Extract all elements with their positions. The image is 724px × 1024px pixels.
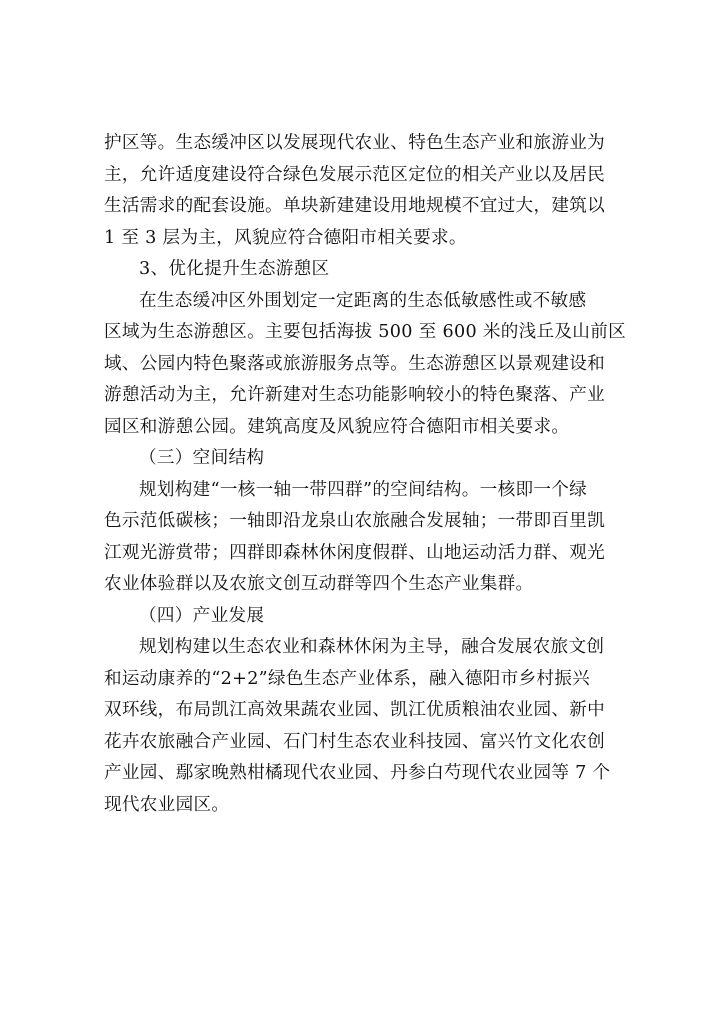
text-line: 规划构建以生态农业和森林休闲为主导，融合发展农旅文创 — [139, 637, 605, 657]
text-line: 规划构建“一核一轴一带四群”的空间结构。一核即一个绿 — [139, 479, 588, 500]
text-line: 域、公园内特色聚落或旅游服务点等。生态游憩区以景观建设和 — [104, 353, 606, 374]
text-line: （三）空间结构 — [139, 448, 265, 468]
text-line: 在生态缓冲区外围划定一定距离的生态低敏感性或不敏感 — [139, 290, 587, 311]
text-line: 花卉农旅融合产业园、石门村生态农业科技园、富兴竹文化农创 — [104, 731, 606, 752]
text-line: 江观光游赏带；四群即森林休闲度假群、山地运动活力群、观光 — [104, 542, 606, 563]
text-line: 护区等。生态缓冲区以发展现代农业、特色生态产业和旅游业为 — [104, 133, 606, 153]
text-line: 色示范低碳核；一轴即沿龙泉山农旅融合发展轴；一带即百里凯 — [104, 511, 606, 531]
text-line: 区域为生态游憩区。主要包括海拔 500 至 600 米的浅丘及山前区 — [104, 322, 626, 342]
text-line: 产业园、鄢家晚熟柑橘现代农业园、丹参白芍现代农业园等 7 个 — [104, 763, 611, 783]
text-line: 现代农业园区。 — [104, 794, 230, 815]
text-line: 园区和游憩公园。建筑高度及风貌应符合德阳市相关要求。 — [104, 416, 570, 437]
text-line: （四）产业发展 — [139, 605, 265, 626]
text-line: 3、优化提升生态游憩区 — [139, 259, 330, 279]
text-line: 1 至 3 层为主，风貌应符合德阳市相关要求。 — [104, 227, 467, 248]
body-text — [104, 128, 640, 821]
text-line: 双环线，布局凯江高效果蔬农业园、凯江优质粮油农业园、新中 — [104, 700, 606, 720]
text-line: 生活需求的配套设施。单块新建建设用地规模不宜过大，建筑以 — [104, 196, 606, 216]
text-line: 农业体验群以及农旅文创互动群等四个生态产业集群。 — [104, 574, 534, 594]
text-line: 游憩活动为主，允许新建对生态功能影响较小的特色聚落、产业 — [104, 385, 606, 405]
text-line: 主，允许适度建设符合绿色发展示范区定位的相关产业以及居民 — [104, 164, 606, 185]
text-line: 和运动康养的“2+2”绿色生态产业体系，融入德阳市乡村振兴 — [104, 668, 591, 689]
